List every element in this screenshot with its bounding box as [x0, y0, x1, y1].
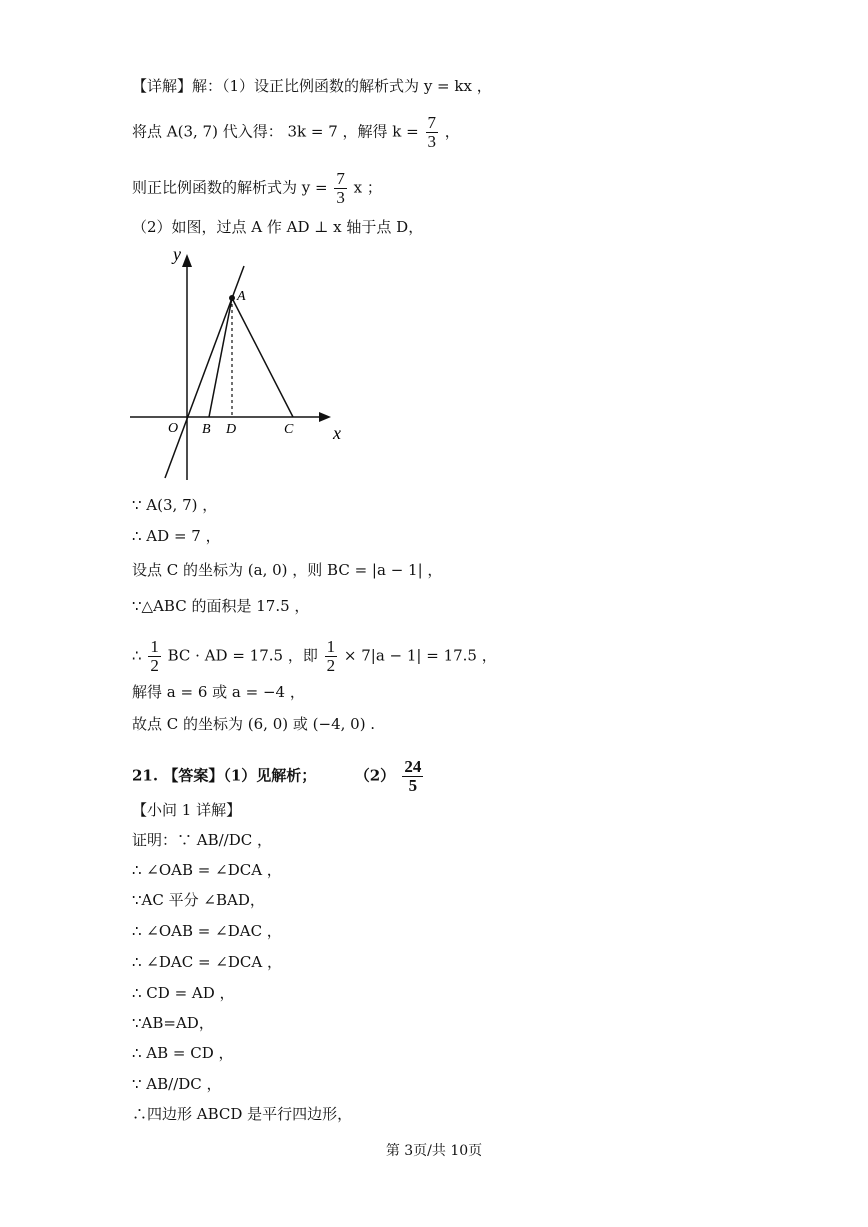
label-B: B [202, 422, 211, 437]
proof-line-6: ∴ CD = AD ， [132, 984, 235, 1002]
solution-line-5: ∵ A(3, 7) ， [132, 496, 218, 514]
fraction [325, 638, 338, 675]
text: BC · AD = 17.5 ，即 [167, 646, 318, 665]
label-C: C [284, 422, 294, 437]
answer-21-part1: 21. 【答案】（1）见解析； [132, 766, 317, 785]
text: 则正比例函数的解析式为 y = [132, 178, 328, 197]
solution-line-10: 解得 a = 6 或 a = −4 ， [132, 683, 305, 701]
segment-AC [232, 298, 293, 417]
solution-line-1: 【详解】解：（1）设正比例函数的解析式为 y = kx ， [132, 77, 492, 95]
solution-line-8: ∵△ABC 的面积是 17.5 ， [132, 597, 310, 615]
answer-fraction [402, 758, 423, 795]
denominator: 5 [408, 776, 418, 795]
solution-line-11: 故点 C 的坐标为 (6, 0) 或 (−4, 0) . [132, 715, 376, 733]
x-axis-arrow [319, 412, 331, 422]
proof-line-2: ∴ ∠OAB = ∠DCA ， [132, 861, 282, 879]
text: 将点 A(3, 7) 代入得： 3k = 7 ，解得 k = [132, 122, 419, 141]
solution-line-2 [132, 114, 460, 151]
solution-line-3 [132, 170, 382, 207]
solution-line-4: （2）如图，过点 A 作 AD ⊥ x 轴于点 D， [132, 218, 424, 236]
fraction [426, 114, 439, 151]
label-x: x [333, 423, 341, 443]
y-axis-arrow [182, 254, 192, 267]
segment-AB [209, 298, 232, 417]
answer-21-line [132, 758, 425, 795]
proof-line-9: ∵ AB//DC ， [132, 1075, 222, 1093]
page-footer: 第 3页/共 10页 [385, 1143, 483, 1159]
denominator: 3 [427, 132, 436, 151]
numerator: 1 [326, 637, 336, 656]
text: x ； [353, 178, 382, 197]
numerator: 24 [404, 757, 422, 776]
fraction [334, 170, 347, 207]
proof-line-5: ∴ ∠DAC = ∠DCA ， [132, 953, 282, 971]
proof-line-4: ∴ ∠OAB = ∠DAC ， [132, 922, 282, 940]
solution-line-6: ∴ AD = 7 ， [132, 527, 221, 545]
proof-line-7: ∵AB=AD， [132, 1014, 214, 1032]
proof-line-1: 证明：∵ AB//DC ， [132, 831, 273, 849]
denominator: 2 [150, 656, 159, 675]
denominator: 3 [336, 188, 345, 207]
denominator: 2 [326, 656, 336, 675]
label-O: O [168, 421, 179, 436]
text: ∴ [132, 646, 142, 665]
numerator: 7 [336, 169, 345, 188]
solution-line-9 [132, 638, 497, 675]
proof-line-8: ∴ AB = CD ， [132, 1044, 234, 1062]
numerator: 1 [150, 637, 159, 656]
answer-21-part2-label: （2） [354, 766, 396, 785]
proof-line-10: ∴四边形 ABCD 是平行四边形， [132, 1105, 353, 1123]
solution-line-7: 设点 C 的坐标为 (a, 0) ，则 BC = |a − 1| ， [132, 561, 443, 579]
fraction [148, 638, 161, 675]
text: × 7|a − 1| = 17.5 ， [343, 646, 497, 665]
point-A [229, 295, 235, 301]
label-D: D [226, 422, 237, 437]
text: ， [444, 122, 460, 141]
subquestion-heading: 【小问 1 详解】 [132, 801, 242, 819]
label-A: A [237, 289, 246, 304]
label-y: y [173, 244, 181, 264]
proof-line-3: ∵AC 平分 ∠BAD， [132, 891, 265, 909]
coordinate-figure [125, 240, 355, 485]
numerator: 7 [427, 113, 436, 132]
